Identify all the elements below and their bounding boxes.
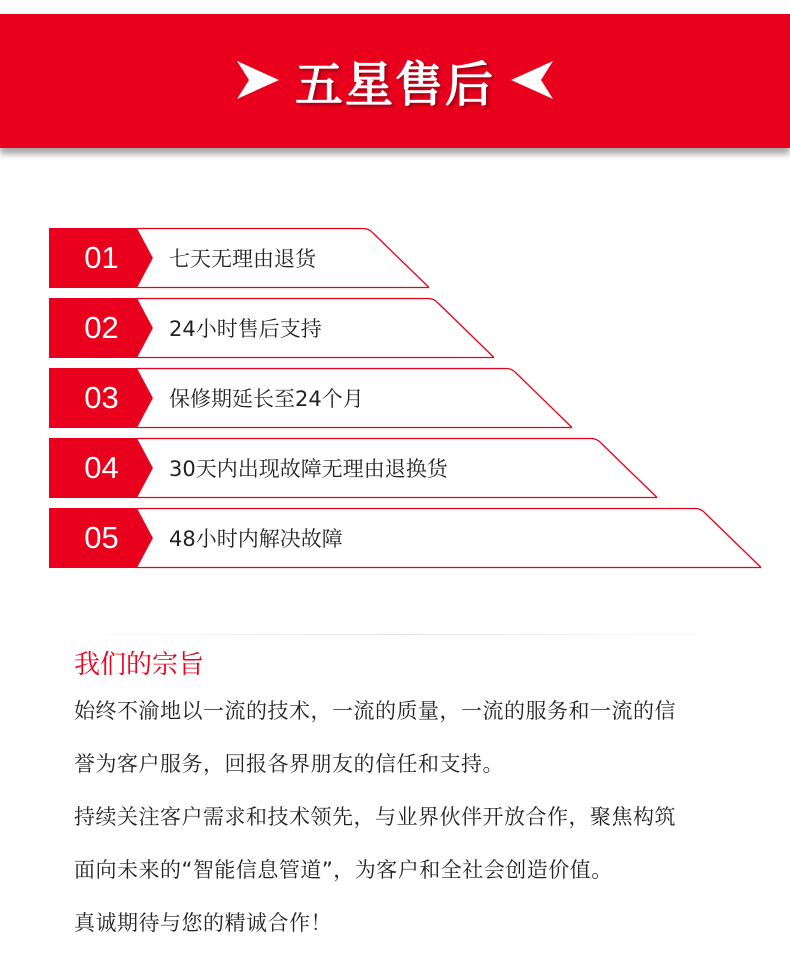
service-number: 03 [84, 380, 119, 415]
banner-title: 五星售后 [294, 56, 495, 113]
mission-section [74, 645, 774, 950]
service-item [49, 228, 429, 288]
mission-title: 我们的宗旨 [74, 650, 205, 680]
service-label: 48小时内解决故障 [169, 527, 343, 551]
service-number: 02 [84, 310, 119, 345]
service-item [49, 298, 494, 358]
service-number: 04 [84, 450, 119, 485]
mission-line: 持续关注客户需求和技术领先，与业界伙伴开放合作，聚焦构筑 [74, 805, 676, 829]
service-label: 七天无理由退货 [169, 247, 316, 271]
mission-line: 誉为客户服务，回报各界朋友的信任和支持。 [74, 752, 504, 776]
service-item [49, 438, 657, 498]
divider [60, 634, 740, 635]
mission-line: 始终不渝地以一流的技术，一流的质量，一流的服务和一流的信 [74, 699, 676, 723]
mission-line: 真诚期待与您的精诚合作！ [74, 911, 332, 935]
service-number: 05 [84, 520, 119, 555]
service-label: 30天内出现故障无理由退换货 [169, 457, 448, 481]
service-item [49, 508, 761, 568]
mission-line: 面向未来的“智能信息管道”，为客户和全社会创造价值。 [74, 858, 613, 882]
service-label: 保修期延长至24个月 [169, 387, 364, 411]
service-label: 24小时售后支持 [169, 317, 322, 341]
service-number: 01 [84, 240, 119, 275]
service-item [49, 368, 572, 428]
